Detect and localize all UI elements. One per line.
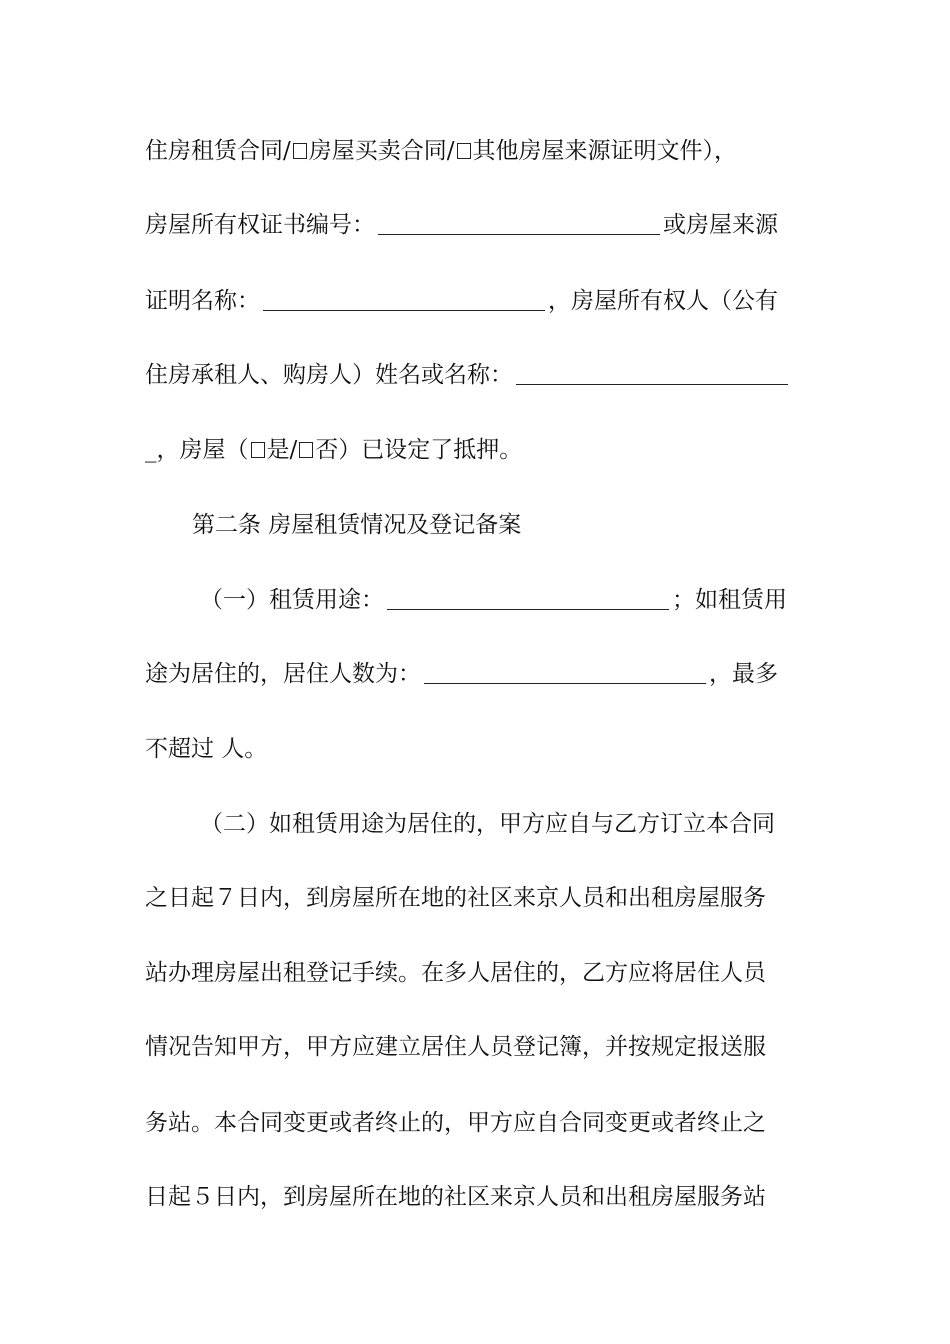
text-segment: 住房承租人、购房人）姓名或名称：	[145, 362, 513, 388]
text-segment: _，房屋（	[145, 437, 249, 463]
text-segment: 情况告知甲方，甲方应建立居住人员登记簿，并按规定报送服	[145, 1034, 766, 1060]
text-segment: 之日起７日内，到房屋所在地的社区来京人员和出租房屋服务	[145, 885, 766, 911]
fill-in-blank-certificate-number	[378, 233, 660, 235]
text-segment: 房屋所有权证书编号：	[145, 212, 375, 238]
checkbox-icon	[299, 442, 313, 458]
article-heading	[192, 505, 857, 545]
text-segment: ，最多	[709, 661, 778, 687]
text-segment: 或房屋来源	[663, 212, 778, 238]
text-segment: 日起５日内，到房屋所在地的社区来京人员和出租房屋服务站	[145, 1184, 766, 1210]
text-line-2	[145, 205, 810, 245]
text-line-11	[145, 878, 810, 918]
checkbox-icon	[457, 143, 471, 159]
checkbox-icon	[293, 143, 307, 159]
text-segment: 途为居住的，居住人数为：	[145, 661, 421, 687]
text-segment: （二）如租赁用途为居住的，甲方应自与乙方订立本合同	[200, 811, 775, 837]
text-line-10	[200, 804, 810, 844]
fill-in-blank-owner-name	[516, 383, 788, 385]
text-segment: ；如租赁用	[672, 587, 787, 613]
text-line-5	[145, 430, 810, 470]
text-segment: 不超过 人。	[145, 736, 268, 762]
fill-in-blank-proof-name	[263, 309, 545, 311]
text-line-15	[145, 1177, 810, 1217]
checkbox-icon	[251, 442, 265, 458]
text-line-4	[145, 355, 810, 395]
fill-in-blank-rental-use	[387, 608, 669, 610]
fill-in-blank-resident-count	[424, 682, 706, 684]
text-line-13	[145, 1027, 810, 1067]
text-segment: （一）租赁用途：	[200, 587, 384, 613]
text-segment: 房屋买卖合同/	[308, 138, 455, 164]
text-segment: 其他房屋来源证明文件），	[472, 138, 737, 164]
text-segment: 证明名称：	[145, 288, 260, 314]
text-segment: 是/	[266, 437, 298, 463]
text-line-7	[200, 580, 810, 620]
text-segment: 第二条 房屋租赁情况及登记备案	[192, 512, 522, 538]
text-line-3	[145, 281, 810, 321]
text-line-14	[145, 1103, 810, 1143]
text-line-1	[145, 131, 810, 171]
text-segment: 否）已设定了抵押。	[315, 437, 523, 463]
text-segment: 务站。本合同变更或者终止的，甲方应自合同变更或者终止之	[145, 1110, 766, 1136]
text-line-12	[145, 953, 810, 993]
text-line-8	[145, 654, 810, 694]
text-segment: ，房屋所有权人（公有	[548, 288, 778, 314]
text-segment: 住房租赁合同/	[145, 138, 291, 164]
text-segment: 站办理房屋出租登记手续。在多人居住的，乙方应将居住人员	[145, 960, 766, 986]
text-line-9	[145, 729, 810, 769]
